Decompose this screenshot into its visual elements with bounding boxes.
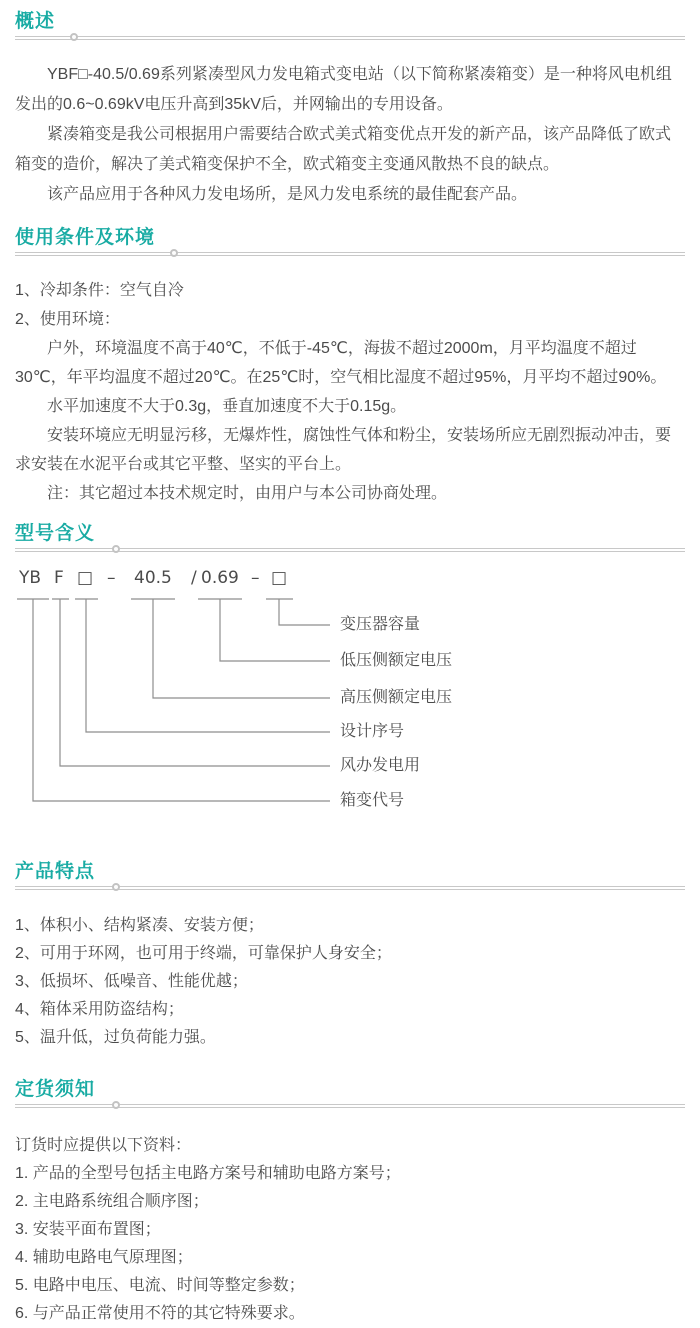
ordering-intro: 订货时应提供以下资料： [15, 1137, 192, 1154]
divider-circle-icon [112, 1101, 120, 1109]
condition-item: 2、使用环境： [15, 311, 120, 328]
feature-item: 4、箱体采用防盗结构； [15, 1001, 184, 1018]
condition-item: 水平加速度不大于0.3g，垂直加速度不大于0.15g。 [47, 398, 407, 415]
section-title-model: 型号含义 [15, 523, 96, 544]
feature-item: 5、温升低，过负荷能力强。 [15, 1029, 216, 1046]
model-label: 低压侧额定电压 [340, 652, 453, 669]
model-code-part: YB [19, 568, 42, 588]
model-code-part: / [191, 568, 197, 588]
feature-item: 3、低损坏、低噪音、性能优越； [15, 973, 248, 990]
model-label: 设计序号 [340, 723, 405, 740]
ordering-item: 1. 产品的全型号包括主电路方案号和辅助电路方案号； [15, 1165, 401, 1182]
model-code-part: 0.69 [201, 568, 239, 588]
model-code-part: □ [77, 568, 94, 588]
section-divider [15, 548, 685, 552]
model-code-part: – [107, 568, 116, 588]
section-conditions [15, 226, 685, 508]
overview-paragraph: 该产品应用于各种风力发电场所，是风力发电系统的最佳配套产品。 [47, 186, 528, 203]
feature-item: 1、体积小、结构紧凑、安装方便； [15, 917, 264, 934]
model-code-part: 40.5 [134, 568, 172, 588]
condition-item: 安装环境应无明显污移，无爆炸性，腐蚀性气体和粉尘，安装场所应无剧烈振动冲击，要求安装在水泥平台或其它平整、坚实的平台上。 [15, 427, 672, 473]
feature-item: 2、可用于环网，也可用于终端，可靠保护人身安全； [15, 945, 392, 962]
ordering-item: 6. 与产品正常使用不符的其它特殊要求。 [15, 1305, 305, 1322]
model-label: 箱变代号 [340, 792, 405, 809]
model-label: 高压侧额定电压 [340, 689, 453, 706]
section-divider [15, 886, 685, 890]
section-divider [15, 252, 685, 256]
section-ordering [15, 1078, 685, 1328]
model-label: 变压器容量 [340, 616, 421, 633]
features-body [15, 912, 685, 1052]
section-title-ordering: 定货须知 [15, 1079, 96, 1100]
condition-item: 注：其它超过本技术规定时，由用户与本公司协商处理。 [47, 485, 448, 502]
model-code-part: – [251, 568, 260, 588]
ordering-item: 5. 电路中电压、电流、时间等整定参数； [15, 1277, 305, 1294]
ordering-item: 2. 主电路系统组合顺序图； [15, 1193, 209, 1210]
condition-item: 户外，环境温度不高于40℃，不低于-45℃，海拔不超过2000m，月平均温度不超过30℃，年平均温度不超过20℃。在25℃时，空气相比湿度不超过95%，月平均不超过90%。 [15, 340, 667, 386]
section-title-overview: 概述 [15, 11, 56, 32]
ordering-item: 4. 辅助电路电气原理图； [15, 1249, 193, 1266]
conditions-body [15, 276, 685, 508]
section-title-features: 产品特点 [15, 861, 96, 882]
divider-circle-icon [70, 33, 78, 41]
section-divider [15, 36, 685, 40]
condition-item: 1、冷却条件：空气自冷 [15, 282, 184, 299]
section-divider [15, 1104, 685, 1108]
divider-circle-icon [112, 545, 120, 553]
section-title-conditions: 使用条件及环境 [15, 227, 156, 248]
section-model-designation [15, 522, 685, 820]
model-code-part: □ [271, 568, 288, 588]
model-label: 风办发电用 [340, 757, 421, 774]
divider-circle-icon [112, 883, 120, 891]
model-designation-diagram [15, 568, 685, 820]
overview-paragraph: 紧凑箱变是我公司根据用户需要结合欧式美式箱变优点开发的新产品，该产品降低了欧式箱变的造价，解决了美式箱变保护不全，欧式箱变主变通风散热不良的缺点。 [15, 126, 672, 173]
ordering-item: 3. 安装平面布置图； [15, 1221, 161, 1238]
divider-circle-icon [170, 249, 178, 257]
section-overview [15, 10, 685, 210]
overview-paragraph: YBF□-40.5/0.69系列紧凑型风力发电箱式变电站（以下简称紧凑箱变）是一种将风电机组发出的0.6~0.69kV电压升高到35kV后，并网输出的专用设备。 [15, 66, 672, 113]
model-code-part: F [54, 568, 64, 588]
section-features [15, 860, 685, 1052]
ordering-body [15, 1132, 685, 1328]
overview-body [15, 60, 685, 210]
